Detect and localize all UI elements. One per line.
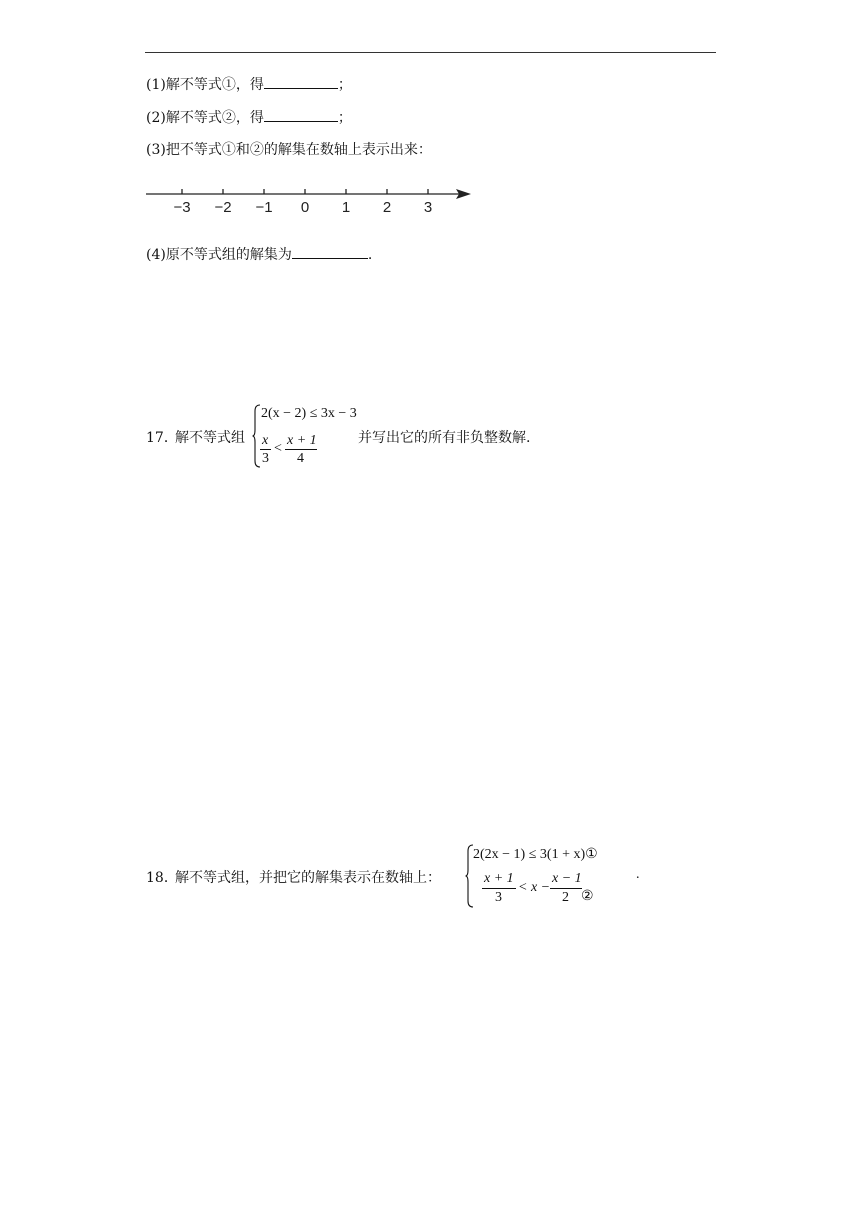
sub-question-3 [146,141,432,159]
sub-question-4-text: (4)原不等式组的解集为 [146,247,292,263]
q18-rhs-numerator: x − 1 [552,871,582,886]
q17-rhs-denominator: 4 [297,451,304,466]
number-line-label: −1 [255,199,273,216]
q17-suffix: 并写出它的所有非负整数解. [358,430,531,446]
number-line-label: 0 [300,199,310,216]
number-line-label: −3 [173,199,191,216]
sub-question-2-text: (2)解不等式②，得 [146,110,264,126]
q18-lhs-fraction-bar [482,888,516,889]
q18-suffix: . [636,867,640,882]
sub-question-1-text: (1)解不等式①，得 [146,77,264,93]
sub-question-2 [146,107,352,127]
sub-question-4-end: . [367,247,373,263]
q18-lhs-denominator: 3 [495,890,502,905]
q18-rhs-fraction-bar [550,888,582,889]
sub-question-1 [146,74,352,94]
number-line-label: 3 [423,199,433,216]
q17-lhs-denominator: 3 [262,451,269,466]
q18-lhs-numerator: x + 1 [484,871,514,886]
answer-blank-4[interactable] [292,244,368,259]
q17-inequality-1: 2(x − 2) ≤ 3x − 3 [261,406,357,421]
number-line-label: 1 [341,199,351,216]
q18-rhs-denominator: 2 [562,890,569,905]
q17-number: 17． [146,430,178,446]
q17-lhs-fraction-bar [260,449,271,450]
header-rule [145,52,716,53]
q17-rhs-fraction-bar [285,449,317,450]
sub-question-1-end: ； [337,77,352,93]
q18-middle: < x − [518,880,551,895]
number-line-label: 2 [382,199,392,216]
q17-lhs-numerator: x [262,433,269,448]
answer-blank-2[interactable] [264,107,338,122]
sub-question-4 [146,244,372,264]
number-line [140,182,480,218]
q17-prefix: 解不等式组 [175,430,245,446]
q17-rhs-numerator: x + 1 [287,433,317,448]
sub-question-3-text: (3)把不等式①和②的解集在数轴上表示出来： [146,142,432,158]
q18-prefix: 解不等式组，并把它的解集表示在数轴上： [175,870,441,886]
q18-inequality-1: 2(2x − 1) ≤ 3(1 + x)① [473,847,598,862]
q18-number: 18． [146,870,178,886]
q17-less-than: < [274,441,282,456]
q18-circle-2: ② [581,889,594,904]
sub-question-2-end: ； [337,110,352,126]
number-line-label: −2 [214,199,232,216]
answer-blank-1[interactable] [264,74,338,89]
